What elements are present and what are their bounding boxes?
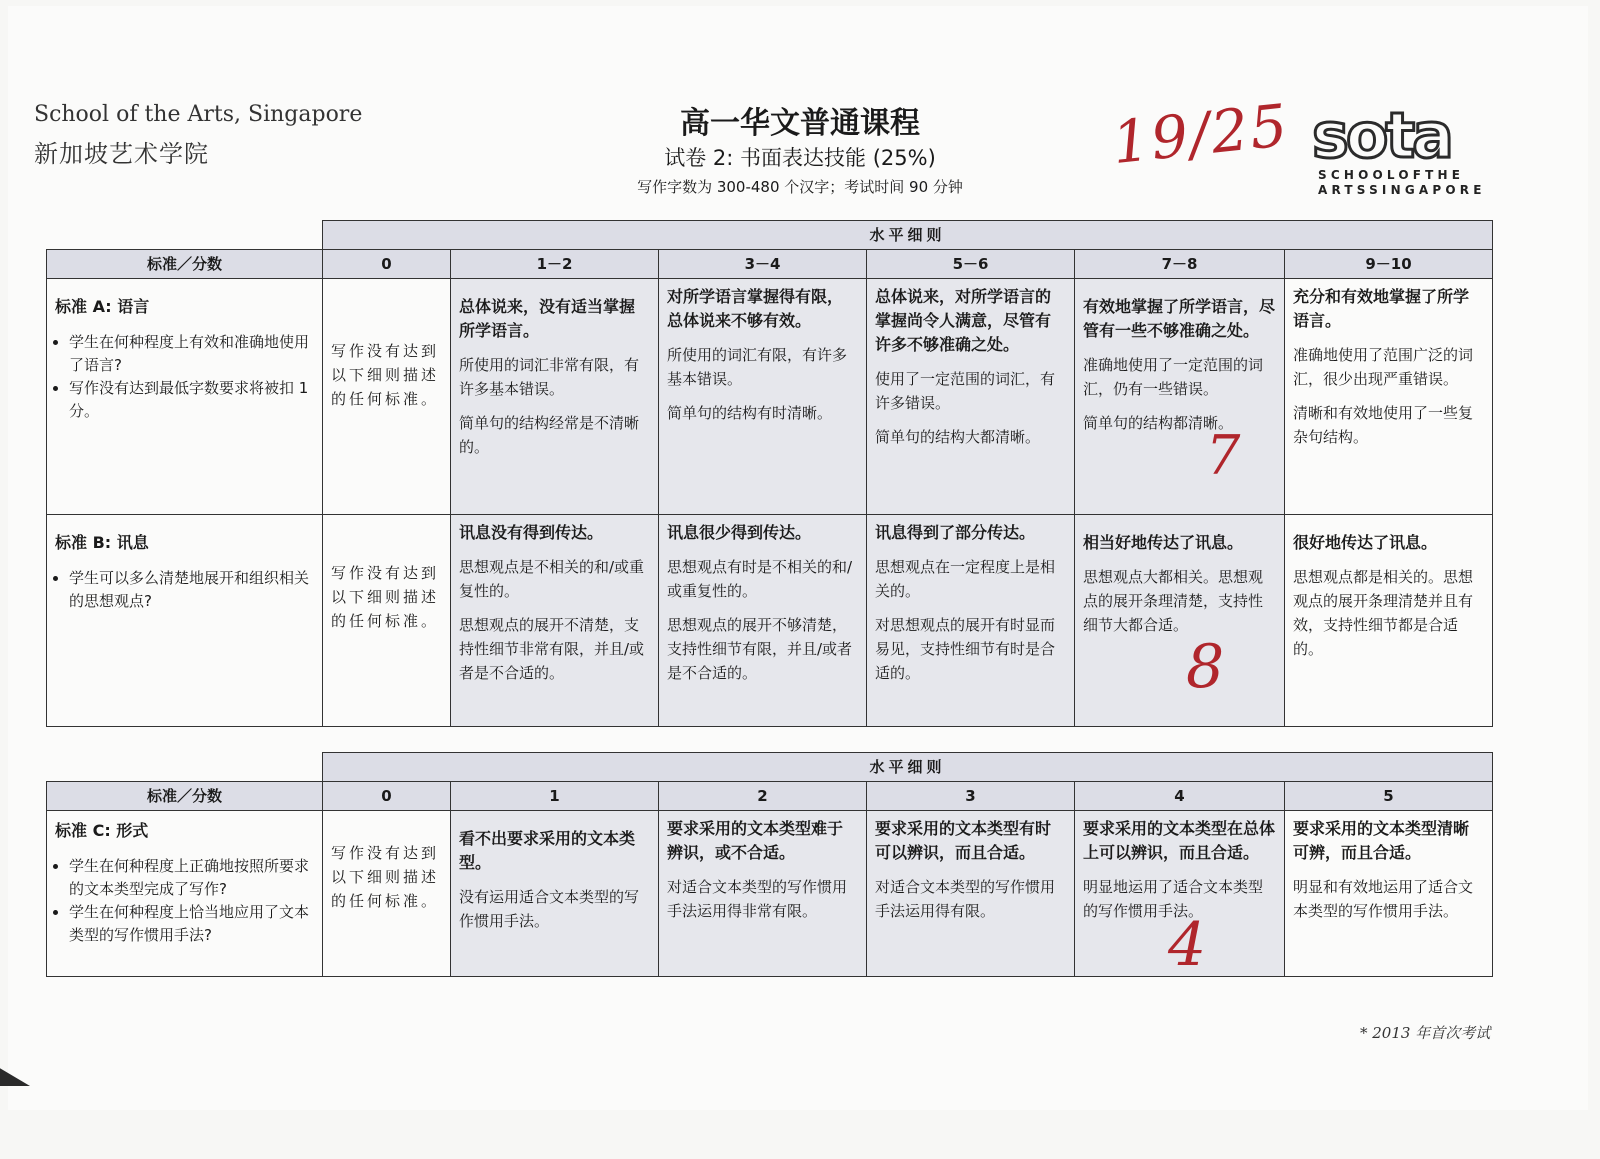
criterion-c — [47, 811, 323, 977]
level-cell — [659, 279, 867, 515]
level-cell — [1285, 811, 1493, 977]
cell-heading: 要求采用的文本类型在总体上可以辨识，而且合适。 — [1083, 819, 1276, 862]
cell-text: 思想观点大都相关。思想观点的展开条理清楚，支持性细节大都合适。 — [1083, 568, 1264, 634]
footnote: * 2013 年首次考试 — [1360, 1024, 1491, 1042]
cell-text: 清晰和有效地使用了一些复杂句结构。 — [1293, 404, 1474, 446]
col-header: 2 — [659, 782, 867, 811]
cell-text: 没有运用适合文本类型的写作惯用手法。 — [459, 888, 640, 930]
cell-heading: 要求采用的文本类型难于辨识，或不合适。 — [667, 819, 844, 862]
handwritten-mark-a: 7 — [1206, 424, 1241, 487]
col-header: 0 — [323, 250, 451, 279]
col-header: 7－8 — [1075, 250, 1285, 279]
criterion-bullet: • 学生在何种程度上有效和准确地使用了语言? — [69, 331, 314, 377]
cell-heading: 对所学语言掌握得有限，总体说来不够有效。 — [667, 287, 844, 330]
cell-heading: 有效地掌握了所学语言，尽管有一些不够准确之处。 — [1083, 297, 1276, 340]
cell-text: 使用了一定范围的词汇，有许多错误。 — [875, 370, 1056, 412]
level-cell — [659, 811, 867, 977]
cell-text: 对适合文本类型的写作惯用手法运用得非常有限。 — [667, 878, 848, 920]
cell-text: 明显地运用了适合文本类型的写作惯用手法。 — [1083, 878, 1264, 920]
page-title: 高一华文普通课程 — [680, 106, 920, 141]
level-cell — [1285, 279, 1493, 515]
level-cell — [1075, 279, 1285, 515]
rubric-table-ab — [46, 220, 1493, 727]
level-cell — [1285, 515, 1493, 727]
level-cell — [867, 811, 1075, 977]
level-header: 水平细则 — [323, 753, 1493, 782]
cell-heading: 讯息很少得到传达。 — [667, 523, 812, 542]
level-cell — [867, 279, 1075, 515]
cell-text: 明显和有效地运用了适合文本类型的写作惯用手法。 — [1293, 878, 1474, 920]
logo-wordmark: sota — [1312, 99, 1451, 172]
cell-text: 对适合文本类型的写作惯用手法运用得有限。 — [875, 878, 1056, 920]
cell-heading: 讯息没有得到传达。 — [459, 523, 604, 542]
header-blank — [47, 221, 323, 250]
col-header: 5 — [1285, 782, 1493, 811]
logo-subtext-1: SCHOOLOFTHE — [1318, 168, 1465, 182]
logo-subtext-2: ARTSSINGAPORE — [1318, 183, 1486, 197]
school-name-cn: 新加坡艺术学院 — [34, 140, 209, 168]
cell-text: 思想观点的展开不够清楚，支持性细节有限，并且/或者是不合适的。 — [667, 616, 853, 682]
col-header: 3－4 — [659, 250, 867, 279]
school-name-en: School of the Arts, Singapore — [34, 102, 363, 127]
cell-heading: 很好地传达了讯息。 — [1293, 533, 1438, 552]
handwritten-mark-b: 8 — [1186, 632, 1225, 702]
level-cell — [1075, 515, 1285, 727]
level-header: 水平细则 — [323, 221, 1493, 250]
scan-corner-shadow — [0, 968, 30, 1086]
level-cell — [867, 515, 1075, 727]
col-header: 5－6 — [867, 250, 1075, 279]
cell-text: 思想观点的展开不清楚，支持性细节非常有限，并且/或者是不合适的。 — [459, 616, 645, 682]
cell-heading: 要求采用的文本类型清晰可辨，而且合适。 — [1293, 819, 1470, 862]
level-cell — [451, 279, 659, 515]
criterion-bullet: • 写作没有达到最低字数要求将被扣 1 分。 — [69, 377, 314, 423]
criteria-header: 标准／分数 — [47, 250, 323, 279]
cell-heading: 总体说来，对所学语言的掌握尚令人满意，尽管有许多不够准确之处。 — [875, 287, 1052, 354]
col-header: 3 — [867, 782, 1075, 811]
cell-text: 对思想观点的展开有时显而易见，支持性细节有时是合适的。 — [875, 616, 1056, 682]
cell-text: 思想观点都是相关的。思想观点的展开条理清楚并且有效，支持性细节都是合适的。 — [1293, 568, 1474, 658]
cell-text: 所使用的词汇有限，有许多基本错误。 — [667, 346, 848, 388]
cell-text: 思想观点在一定程度上是相关的。 — [875, 558, 1056, 600]
exam-instructions: 写作字数为 300-480 个汉字；考试时间 90 分钟 — [637, 178, 963, 196]
criterion-bullet: • 学生在何种程度上正确地按照所要求的文本类型完成了写作? — [69, 855, 314, 901]
level-cell — [451, 515, 659, 727]
cell-heading: 看不出要求采用的文本类型。 — [459, 829, 636, 872]
criteria-header: 标准／分数 — [47, 782, 323, 811]
cell-text: 思想观点是不相关的和/或重复性的。 — [459, 558, 645, 600]
cell-heading: 总体说来，没有适当掌握所学语言。 — [459, 297, 636, 340]
col-header: 1 — [451, 782, 659, 811]
cell-text: 简单句的结构经常是不清晰的。 — [459, 414, 640, 456]
col-header: 1－2 — [451, 250, 659, 279]
col-header: 0 — [323, 782, 451, 811]
level-cell — [659, 515, 867, 727]
criterion-a — [47, 279, 323, 515]
cell-text: 简单句的结构有时清晰。 — [667, 404, 833, 422]
criterion-bullet: • 学生可以多么清楚地展开和组织相关的思想观点? — [69, 567, 314, 613]
cell-heading: 讯息得到了部分传达。 — [875, 523, 1036, 542]
header-blank — [47, 753, 323, 782]
rubric-table-c — [46, 752, 1493, 977]
level-0-cell: 写作没有达到以下细则描述的任何标准。 — [323, 515, 451, 727]
cell-text: 准确地使用了范围广泛的词汇，很少出现严重错误。 — [1293, 346, 1474, 388]
page-subtitle: 试卷 2: 书面表达技能 (25%) — [664, 146, 936, 170]
sota-logo — [1312, 99, 1488, 198]
criterion-title: 标准 C: 形式 — [55, 821, 149, 840]
cell-text: 所使用的词汇非常有限，有许多基本错误。 — [459, 356, 640, 398]
cell-text: 准确地使用了一定范围的词汇，仍有一些错误。 — [1083, 356, 1264, 398]
cell-text: 思想观点有时是不相关的和/或重复性的。 — [667, 558, 853, 600]
cell-text: 简单句的结构都清晰。 — [1083, 414, 1234, 432]
criterion-b — [47, 515, 323, 727]
criterion-bullet: • 学生在何种程度上恰当地应用了文本类型的写作惯用手法? — [69, 901, 314, 947]
cell-heading: 要求采用的文本类型有时可以辨识，而且合适。 — [875, 819, 1052, 862]
criterion-title: 标准 B: 讯息 — [55, 533, 149, 552]
level-0-cell: 写作没有达到以下细则描述的任何标准。 — [323, 811, 451, 977]
cell-heading: 相当好地传达了讯息。 — [1083, 533, 1244, 552]
cell-text: 简单句的结构大都清晰。 — [875, 428, 1041, 446]
level-cell — [451, 811, 659, 977]
level-0-cell: 写作没有达到以下细则描述的任何标准。 — [323, 279, 451, 515]
handwritten-mark-c: 4 — [1168, 910, 1207, 980]
col-header: 9－10 — [1285, 250, 1493, 279]
handwritten-total-score: 19/25 — [1108, 90, 1293, 178]
col-header: 4 — [1075, 782, 1285, 811]
criterion-title: 标准 A: 语言 — [55, 297, 150, 316]
cell-heading: 充分和有效地掌握了所学语言。 — [1293, 287, 1470, 330]
